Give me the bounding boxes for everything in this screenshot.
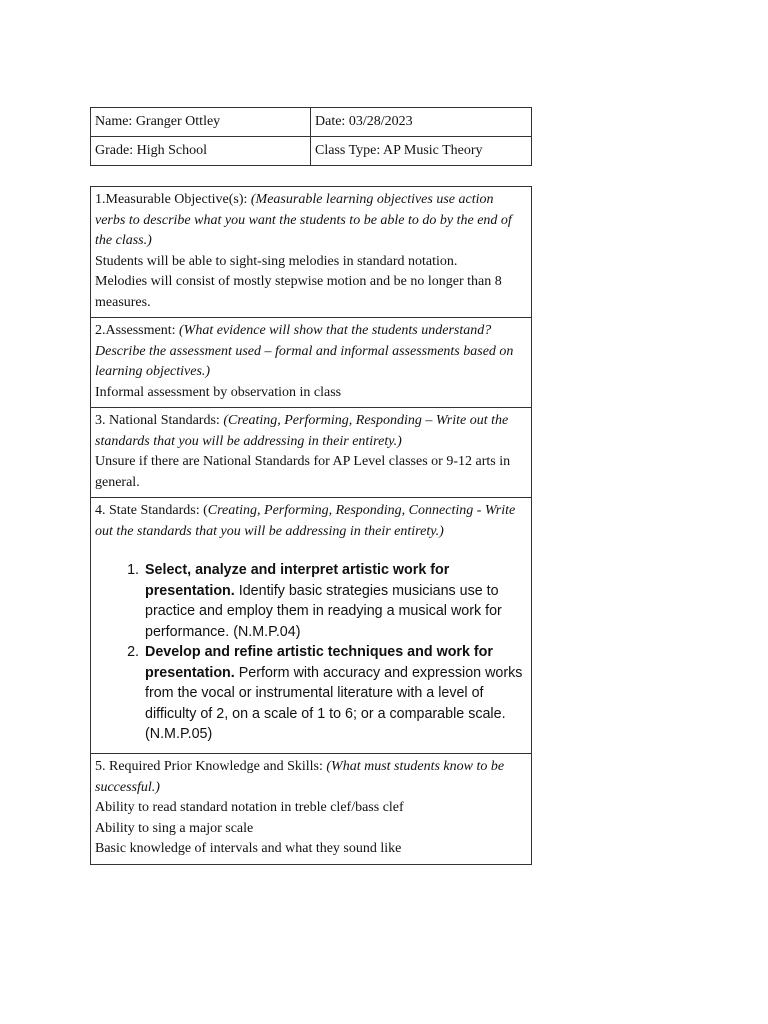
name-cell: Name: Granger Ottley <box>91 108 311 137</box>
state-standard-text: Perform with accuracy and expression works from the vocal or instrumental literature with a level of difficulty of 2, on a scale of 1 to 6; or a comparable scale. (N.M.P.05) <box>145 664 523 742</box>
prior-knowledge-line: Ability to sing a major scale <box>95 820 254 836</box>
date-cell: Date: 03/28/2023 <box>311 108 532 137</box>
class-type-cell: Class Type: AP Music Theory <box>311 137 532 166</box>
national-standards-row <box>91 408 532 498</box>
header-row <box>91 137 532 166</box>
national-standards-label: 3. National Standards: <box>95 413 224 428</box>
header-table <box>90 107 532 166</box>
state-standards-hint: Creating, Performing, Responding, Connecting - Write out the standards that you will be addressing in their entirety.) <box>95 503 516 539</box>
assessment-line: Informal assessment by observation in class <box>95 384 342 400</box>
prior-knowledge-label: 5. Required Prior Knowledge and Skills: <box>95 759 327 774</box>
state-standard-item <box>143 560 527 642</box>
national-standards-hint: (Creating, Performing, Responding – Write out the standards that you will be addressing in their entirety.) <box>95 413 509 449</box>
state-standards-list <box>95 560 527 745</box>
lesson-plan-table <box>90 186 532 865</box>
objective-label: 1.Measurable Objective(s): <box>95 192 251 207</box>
assessment-label: 2.Assessment: <box>95 323 179 338</box>
state-standard-text: Identify basic strategies musicians use to practice and employ them in readying a musical work for performance. (N.M.P.04) <box>145 582 502 640</box>
state-standards-label: 4. State Standards: ( <box>95 503 208 518</box>
objective-section <box>91 187 532 318</box>
national-standards-section <box>91 408 532 498</box>
objective-hint: (Measurable learning objectives use action verbs to describe what you want the students to be able to do by the end of the class.) <box>95 192 512 248</box>
prior-knowledge-section <box>91 754 532 865</box>
state-standard-title: Develop and refine artistic techniques and work for presentation. <box>145 644 493 681</box>
objective-row <box>91 187 532 318</box>
state-standard-title: Select, analyze and interpret artistic work for presentation. <box>145 562 450 599</box>
national-standards-line: Unsure if there are National Standards for AP Level classes or 9-12 arts in general. <box>95 454 511 490</box>
state-standards-row <box>91 498 532 754</box>
prior-knowledge-row <box>91 754 532 865</box>
header-row <box>91 108 532 137</box>
prior-knowledge-line: Ability to read standard notation in treble clef/bass clef <box>95 800 404 815</box>
assessment-section <box>91 318 532 408</box>
objective-line: Students will be able to sight-sing melodies in standard notation. <box>95 253 458 269</box>
assessment-hint: (What evidence will show that the students understand? Describe the assessment used – formal and informal assessments based on learning objectives.) <box>95 323 514 379</box>
grade-cell: Grade: High School <box>91 137 311 166</box>
state-standard-item <box>143 642 527 745</box>
assessment-row <box>91 318 532 408</box>
prior-knowledge-line: Basic knowledge of intervals and what they sound like <box>95 841 402 856</box>
objective-line: Melodies will consist of mostly stepwise motion and be no longer than 8 measures. <box>95 274 502 310</box>
prior-knowledge-hint: (What must students know to be successful.) <box>95 759 505 795</box>
state-standards-section <box>91 498 532 754</box>
